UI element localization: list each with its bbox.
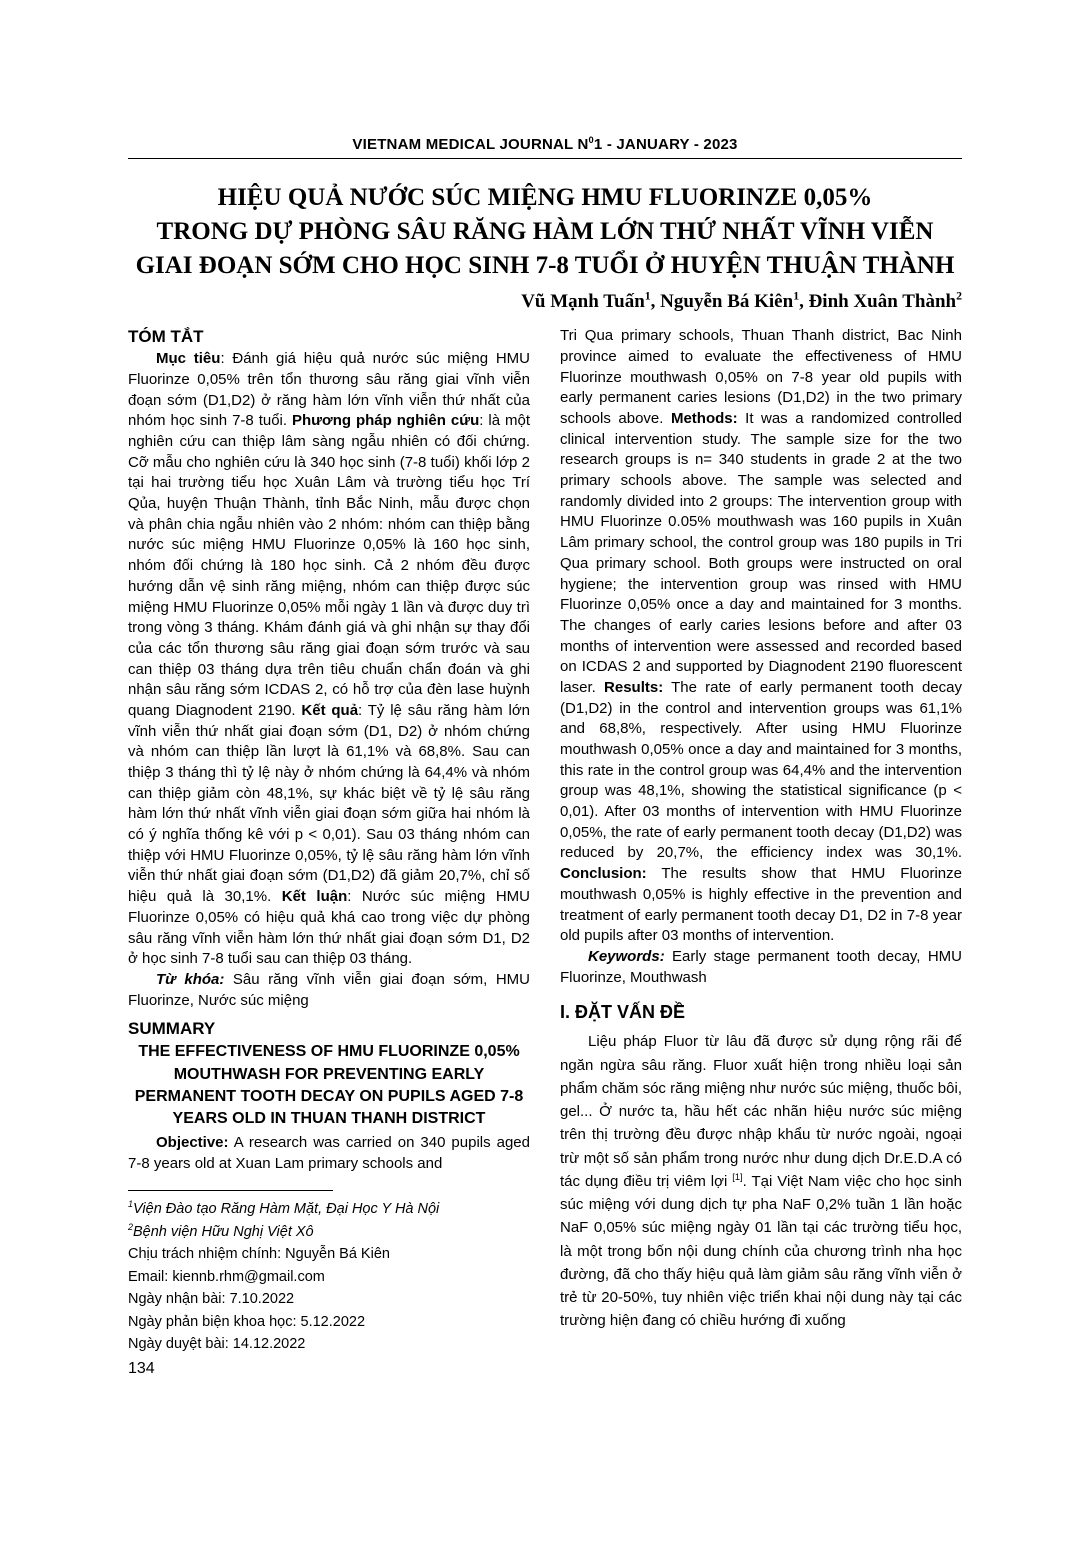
footnote-review-date: Ngày phản biện khoa học: 5.12.2022 (128, 1313, 366, 1330)
article-title-line-2: TRONG DỰ PHÒNG SÂU RĂNG HÀM LỚN THỨ NHẤT VĨNH VIỄN (156, 217, 934, 245)
authors-line: Vũ Mạnh Tuấn$^1$, Nguyễn Bá Kiên$^1$, Đinh Xuân Thành$^2$ (521, 289, 962, 313)
introduction-paragraph: Liệu pháp Fluor từ lâu đã được sử dụng rộng rãi để ngăn ngừa sâu răng. Fluor xuất hiện trong nhiều loại sản phẩm chăm sóc răng miệng như nước súc miệng, thuốc bôi, gel... Ở nước ta, hầu hết các nhãn hiệu nước súc miệng trên thị trường đều được nhập khẩu từ nước ngoài, ngoại trừ một số sản phẩm trong nước như dung dịch Dr.E.D.A có tác dụng điều trị viêm lợi [1]. Tại Việt Nam việc cho học sinh súc miệng với dung dịch tự pha NaF 0,2% tuần 1 lần hoặc NaF 0,05% súc miệng ngày 01 lần tại các trường tiểu học, là một trong bốn nội dung chính của chương trình nha học đường, đã cho thấy hiệu quả làm giảm sâu răng vĩnh viễn ở trẻ từ 20-50%, tuy nhiên việc triển khai nội dung này tại các trường hiện đang có chiều hướng đi xuống (560, 1033, 962, 1330)
journal-header (128, 136, 962, 159)
footnote-affiliation-1: $^1$Viện Đào tạo Răng Hàm Mặt, Đại Học Y Hà Nội (128, 1199, 440, 1218)
two-column-body (128, 326, 962, 1355)
footnote-affiliation-2: $^2$Bệnh viện Hữu Nghị Việt Xô (128, 1221, 314, 1240)
abstract-vietnamese: Mục tiêu: Đánh giá hiệu quả nước súc miệng HMU Fluorinze 0,05% trên tổn thương sâu răng giai vĩnh viễn đoạn sớm (D1,D2) ở răng hàm lớn vĩnh viễn thứ nhất của nhóm học sinh 7-8 tuổi. Phương pháp nghiên cứu: là một nghiên cứu can thiệp lâm sàng ngẫu nhiên có đối chứng. Cỡ mẫu cho nghiên cứu là 340 học sinh (7-8 tuổi) khối lớp 2 tại hai trường tiểu học Xuân Lâm và trường tiểu học Trí Qủa, huyện Thuận Thành, tỉnh Bắc Ninh, mẫu được chọn và phân chia ngẫu nhiên vào 2 nhóm: nhóm can thiệp bằng nước súc miệng HMU Fluorinze 0,05% là 160 học sinh, nhóm đối chứng là 180 học sinh. Cả 2 nhóm đều được hướng dẫn vệ sinh răng miệng, nhóm can thiệp được súc miệng HMU Fluorinze 0,05% mỗi ngày 1 lần và được duy trì trong vòng 3 tháng. Khám đánh giá và ghi nhận sự thay đổi của các tổn thương sâu răng giai đoạn sớm trước và sau can thiệp 03 tháng dựa trên tiêu chuẩn chẩn đoán và ghi nhận sâu răng sớm ICDAS 2, có hỗ trợ của đèn lase huỳnh quang Diagnodent 2190. Kết quả: Tỷ lệ sâu răng hàm lớn vĩnh viễn thứ nhất giai đoạn sớm (D1, D2) ở nhóm chứng và nhóm can thiệp lần lượt là 61,1% và 68,8%. Sau can thiệp 3 tháng thì tỷ lệ này ở nhóm chứng là 64,4% và nhóm can thiệp giảm còn 48,1%, sự khác biệt về tỷ lệ sâu răng hàm lớn thứ nhất vĩnh viễn giai đoạn sớm giữa hai nhóm là có ý nghĩa thống kê với p < 0,01). Sau 03 tháng nhóm can thiệp với HMU Fluorinze 0,05%, tỷ lệ sâu răng hàm lớn vĩnh viễn thứ nhất giai đoạn sớm (D1,D2) đã giảm 20,7%, chỉ số hiệu quả là 30,1%. Kết luận: Nước súc miệng HMU Fluorinze 0,05% có hiệu quả khá cao trong việc dự phòng sâu răng vĩnh viễn hàm lớn thứ nhất giai đoạn sớm D1, D2 ở học sinh 7-8 tuổi sau can thiệp 03 tháng. (128, 350, 530, 968)
summary-title: THE EFFECTIVENESS OF HMU FLUORINZE 0,05% MOUTHWASH FOR PREVENTING EARLY PERMANENT TOOTH DECAY ON PUPILS AGED 7-8 YEARS OLD IN THUAN THANH DISTRICT (134, 1043, 524, 1128)
footnote-received-date: Ngày nhận bài: 7.10.2022 (128, 1291, 295, 1308)
footnote-block (128, 1190, 530, 1355)
section-heading-introduction: I. ĐẶT VẤN ĐỀ (560, 1002, 686, 1023)
left-column (128, 326, 530, 1355)
keywords-english: Keywords: Early stage permanent tooth decay, HMU Fluorinze, Mouthwash (560, 947, 962, 986)
objective-paragraph: Objective: A research was carried on 340 pupils aged 7-8 years old at Xuan Lam primary schools and (128, 1133, 530, 1172)
abstract-english: Tri Qua primary schools, Thuan Thanh district, Bac Ninh province aimed to evaluate the effectiveness of HMU Fluorinze mouthwash 0,05% on 7-8 year old pupils with early permanent caries lesions (D1,D2) in the two primary schools above. Methods: It was a randomized controlled clinical intervention study. The sample size for the two research groups is n= 340 students in grade 2 at the two primary schools above. The sample was selected and randomly divided into 2 groups: The intervention group with HMU Fluorinze 0.05% mouthwash was 160 pupils in Xuân Lâm primary school, the control group was 180 pupils in Tri Qua primary school. Both groups were instructed on oral hygiene; the intervention group was rinsed with HMU Fluorinze 0,05% once a day and maintained for 3 months. The changes of early caries lesions before and after 03 months of intervention were assessed and recorded based on ICDAS 2 and supported by Diagnodent 2190 fluorescent laser. Results: The rate of early permanent tooth decay (D1,D2) in the control and intervention groups was 61,1% and 68,8%, respectively. After using HMU Fluorinze mouthwash 0,05% once a day and maintained for 3 months, this rate in the control group was 64,4% and the intervention group was 48,1%, showing the statistical significance (p < 0,01). After 03 months of intervention with HMU Fluorinze 0,05%, the rate of early permanent tooth decay (D1,D2) was reduced by 20,7%, the efficiency index was 30,1%. Conclusion: The results show that HMU Fluorinze mouthwash 0,05% is highly effective in the prevention and treatment of early permanent tooth decay D1, D2 in 7-8 year old pupils after 03 months of intervention. (560, 327, 963, 945)
article-title-line-3: GIAI ĐOẠN SỚM CHO HỌC SINH 7-8 TUỔI Ở HUYỆN THUẬN THÀNH (135, 251, 955, 279)
journal-name: VIETNAM MEDICAL JOURNAL $N^01$ - JANUARY - 2023 (352, 135, 738, 153)
page-number: 134 (128, 1360, 155, 1377)
article-title-line-1: HIỆU QUẢ NƯỚC SÚC MIỆNG HMU FLUORINZE 0,05% (217, 184, 873, 211)
keywords-vietnamese: Từ khóa: Sâu răng vĩnh viễn giai đoạn sớm, HMU Fluorinze, Nước súc miệng (128, 970, 530, 1009)
footnote-rule (128, 1190, 333, 1191)
article-title (128, 181, 962, 282)
right-column (560, 326, 962, 1355)
summary-heading: SUMMARY (128, 1019, 216, 1039)
footnote-email: Email: kiennb.rhm@gmail.com (128, 1268, 325, 1285)
footnote-accepted-date: Ngày duyệt bài: 14.12.2022 (128, 1336, 306, 1352)
footnote-corresponding-author: Chịu trách nhiệm chính: Nguyễn Bá Kiên (128, 1246, 390, 1263)
abstract-heading: TÓM TẮT (128, 327, 204, 347)
